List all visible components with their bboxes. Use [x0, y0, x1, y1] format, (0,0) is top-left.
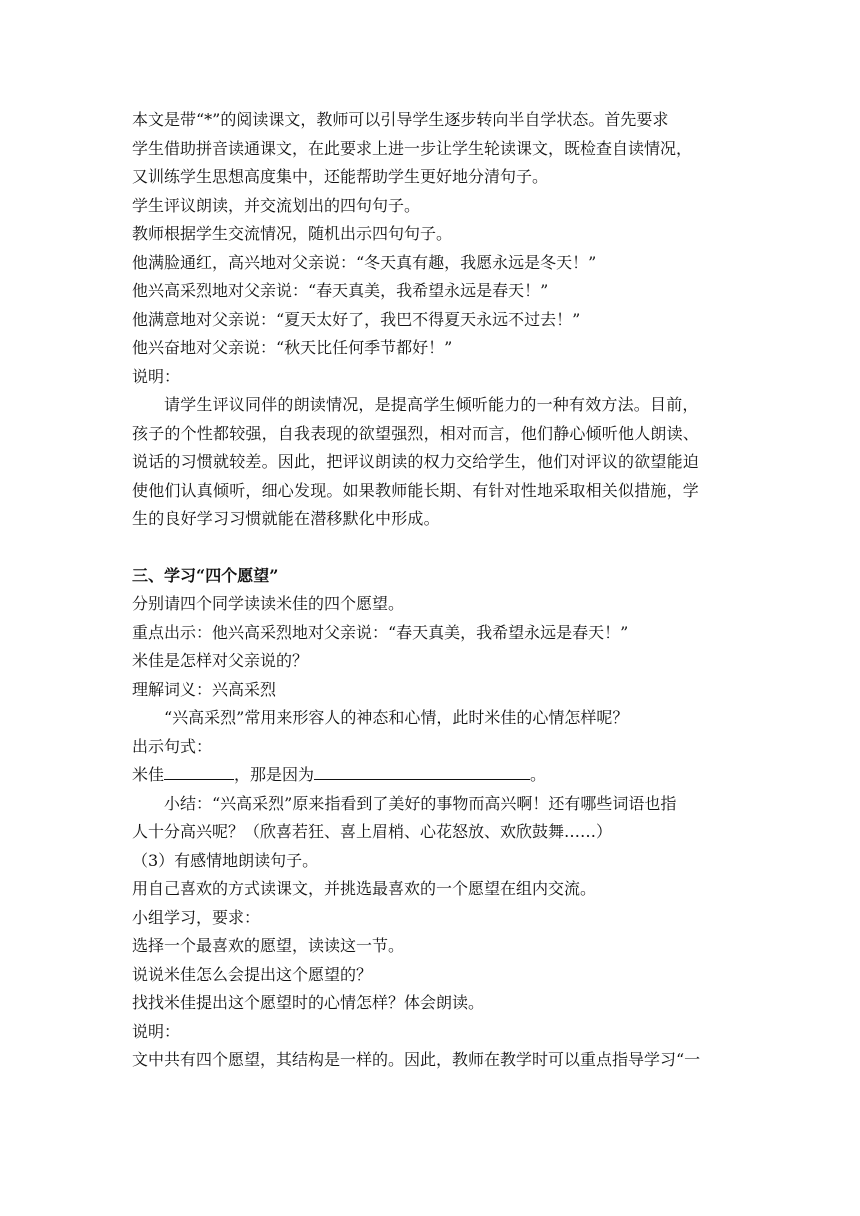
section-line: 小组学习，要求：	[132, 907, 261, 927]
intro-line: 学生借助拼音读通课文，在此要求上进一步让学生轮读课文，既检查自读情况，	[132, 138, 693, 158]
task-line: 选择一个最喜欢的愿望，读读这一节。	[132, 936, 405, 955]
section-line: 米佳是怎样对父亲说的？	[132, 651, 309, 670]
sentence-summer: 他满意地对父亲说：“夏天太好了，我巴不得夏天永远不过去！”	[132, 309, 581, 329]
fill-blank-2	[314, 761, 530, 780]
note-line: 文中共有四个愿望，其结构是一样的。因此，教师在教学时可以重点指导学习“一	[132, 1050, 701, 1069]
summary-paragraph	[132, 790, 732, 847]
section-line: 出示句式：	[132, 736, 213, 756]
note-line: 使他们认真倾听，细心发现。如果教师能长期、有针对性地采取相关似措施，学	[132, 480, 700, 500]
sentence-winter: 他满脸通红，高兴地对父亲说：“冬天真有趣，我愿永远是冬天！”	[132, 252, 597, 272]
fill-prefix: 米佳	[132, 765, 165, 784]
document-page	[132, 106, 732, 1075]
section-line: 理解词义：兴高采烈	[132, 679, 277, 699]
note-line: 请学生评议同伴的朗读情况，是提高学生倾听能力的一种有效方法。目前，	[164, 395, 699, 414]
note-line: 说话的习惯就较差。因此，把评议朗读的权力交给学生，他们对评议的欲望能迫	[132, 452, 700, 471]
step-line: 教师根据学生交流情况，随机出示四句句子。	[132, 224, 453, 243]
fill-blank-1	[164, 761, 234, 780]
section-line: （3）有感情地朗读句子。	[132, 850, 319, 870]
note-line: 孩子的个性都较强，自我表现的欲望强烈，相对而言，他们静心倾听他人朗读、	[132, 423, 700, 443]
section-line: “兴高采烈”常用来形容人的神态和心情，此时米佳的心情怎样呢？	[164, 708, 629, 727]
section-line: 分别请四个同学读读米佳的四个愿望。	[132, 594, 405, 613]
sentence-spring: 他兴高采烈地对父亲说：“春天真美，我希望永远是春天！”	[132, 281, 549, 300]
note-label: 说明：	[132, 366, 181, 386]
section-line: 用自己喜欢的方式读课文，并挑选最喜欢的一个愿望在组内交流。	[132, 879, 597, 898]
intro-line: 又训练学生思想高度集中，还能帮助学生更好地分清句子。	[132, 167, 549, 186]
task-line: 说说米佳怎么会提出这个愿望的？	[132, 964, 373, 984]
section-gap	[132, 534, 732, 562]
summary-line: 小结：“兴高采烈”原来指看到了美好的事物而高兴啊！还有哪些词语也指	[164, 793, 677, 813]
note-line: 生的良好学习习惯就能在潜移默化中形成。	[132, 509, 440, 528]
fill-in-sentence	[132, 761, 732, 790]
section-heading: 三、学习“四个愿望”	[132, 565, 279, 585]
note-label: 说明：	[132, 1021, 181, 1041]
summary-line: 人十分高兴呢？（欣喜若狂、喜上眉梢、心花怒放、欢欣鼓舞……）	[132, 822, 613, 841]
step-line: 学生评议朗读，并交流划出的四句句子。	[132, 195, 421, 215]
task-line: 找找米佳提出这个愿望时的心情怎样？体会朗读。	[132, 993, 485, 1012]
note-paragraph	[132, 391, 732, 534]
section-line: 重点出示：他兴高采烈地对父亲说：“春天真美，我希望永远是春天！”	[132, 622, 629, 642]
fill-suffix: 。	[530, 765, 547, 784]
fill-middle: ，那是因为	[234, 765, 315, 784]
sentence-autumn: 他兴奋地对父亲说：“秋天比任何季节都好！”	[132, 338, 453, 357]
intro-line: 本文是带“*”的阅读课文，教师可以引导学生逐步转向半自学状态。首先要求	[132, 110, 669, 129]
intro-paragraph	[132, 106, 732, 192]
